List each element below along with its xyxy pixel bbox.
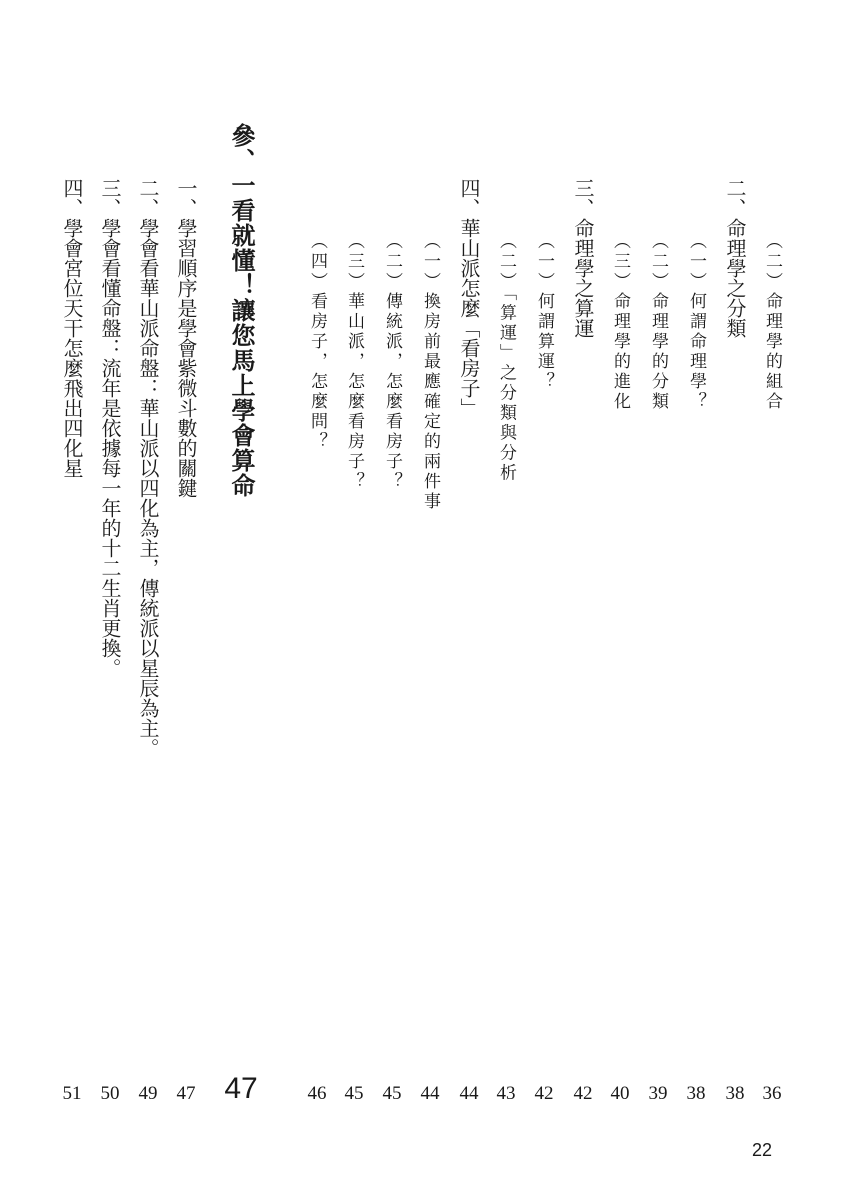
toc-column (302, 0, 332, 1104)
toc-column (720, 0, 750, 1104)
toc-column (529, 0, 559, 1104)
toc-page-number: 44 (420, 1083, 440, 1104)
toc-page-number: 51 (62, 1083, 82, 1104)
toc-column (568, 0, 598, 1104)
toc-page-number: 43 (496, 1083, 516, 1104)
toc-page-number: 38 (686, 1083, 706, 1104)
toc-entry-title: （一）換房前最應確定的兩件事 (420, 232, 440, 512)
toc-column (454, 0, 484, 1104)
toc-column (171, 0, 201, 1104)
toc-chapter-title: 參、一看就懂！讓您馬上學會算命 (227, 123, 255, 498)
toc-page-number: 39 (648, 1083, 668, 1104)
toc-column (757, 0, 787, 1104)
toc-page-number: 36 (762, 1083, 782, 1104)
toc-entry-title: 三、命理學之算運 (571, 178, 595, 338)
toc-page-number: 45 (344, 1083, 364, 1104)
toc-entry-title: （一）何謂算運？ (534, 232, 554, 392)
toc-column (339, 0, 369, 1104)
toc-page-number: 45 (382, 1083, 402, 1104)
toc-chapter-column (224, 0, 258, 1105)
toc-entry-title: （三）命理學的進化 (610, 232, 630, 412)
toc-page-number: 44 (459, 1083, 479, 1104)
toc-column (133, 0, 163, 1104)
toc-column (95, 0, 125, 1104)
toc-entry-title: 三、學會看懂命盤：流年是依據每一年的十二生肖更換。 (98, 178, 122, 678)
toc-entry-title: （二）「算運」之分類與分析 (496, 232, 516, 484)
toc-page-number: 46 (307, 1083, 327, 1104)
toc-page-number: 47 (176, 1083, 196, 1104)
toc-chapter-page-number: 47 (224, 1072, 258, 1105)
toc-column (681, 0, 711, 1104)
toc-entry-title: 四、華山派怎麼「看房子」 (457, 178, 481, 418)
toc-entry-title: （二）傳統派，怎麼看房子？ (382, 232, 402, 492)
toc-column (605, 0, 635, 1104)
toc-entry-title: （二）命理學的組合 (762, 232, 782, 412)
toc-entry-title: 二、學會看華山派命盤：華山派以四化為主，傳統派以星辰為主。 (136, 178, 160, 758)
toc-entry-title: （四）看房子，怎麼問？ (307, 232, 327, 452)
toc-column (377, 0, 407, 1104)
toc-page-number: 42 (534, 1083, 554, 1104)
toc-column (643, 0, 673, 1104)
toc-entry-title: （三）華山派，怎麼看房子？ (344, 232, 364, 492)
toc-entry-title: （二）命理學的分類 (648, 232, 668, 412)
toc-entry-title: 四、學會宮位天干怎麼飛出四化星 (60, 178, 84, 478)
toc-page-number: 50 (100, 1083, 120, 1104)
toc-entry-title: 二、命理學之分類 (723, 178, 747, 338)
toc-column (57, 0, 87, 1104)
toc-column (415, 0, 445, 1104)
toc-column (491, 0, 521, 1104)
page-number: 22 (752, 1140, 773, 1160)
toc-entry-title: （一）何謂命理學？ (686, 232, 706, 412)
toc-page-number: 49 (138, 1083, 158, 1104)
toc-page-number: 38 (725, 1083, 745, 1104)
toc-page-number: 42 (573, 1083, 593, 1104)
toc-page-number: 40 (610, 1083, 630, 1104)
toc-entry-title: 一、學習順序是學會紫微斗數的關鍵 (174, 178, 198, 498)
